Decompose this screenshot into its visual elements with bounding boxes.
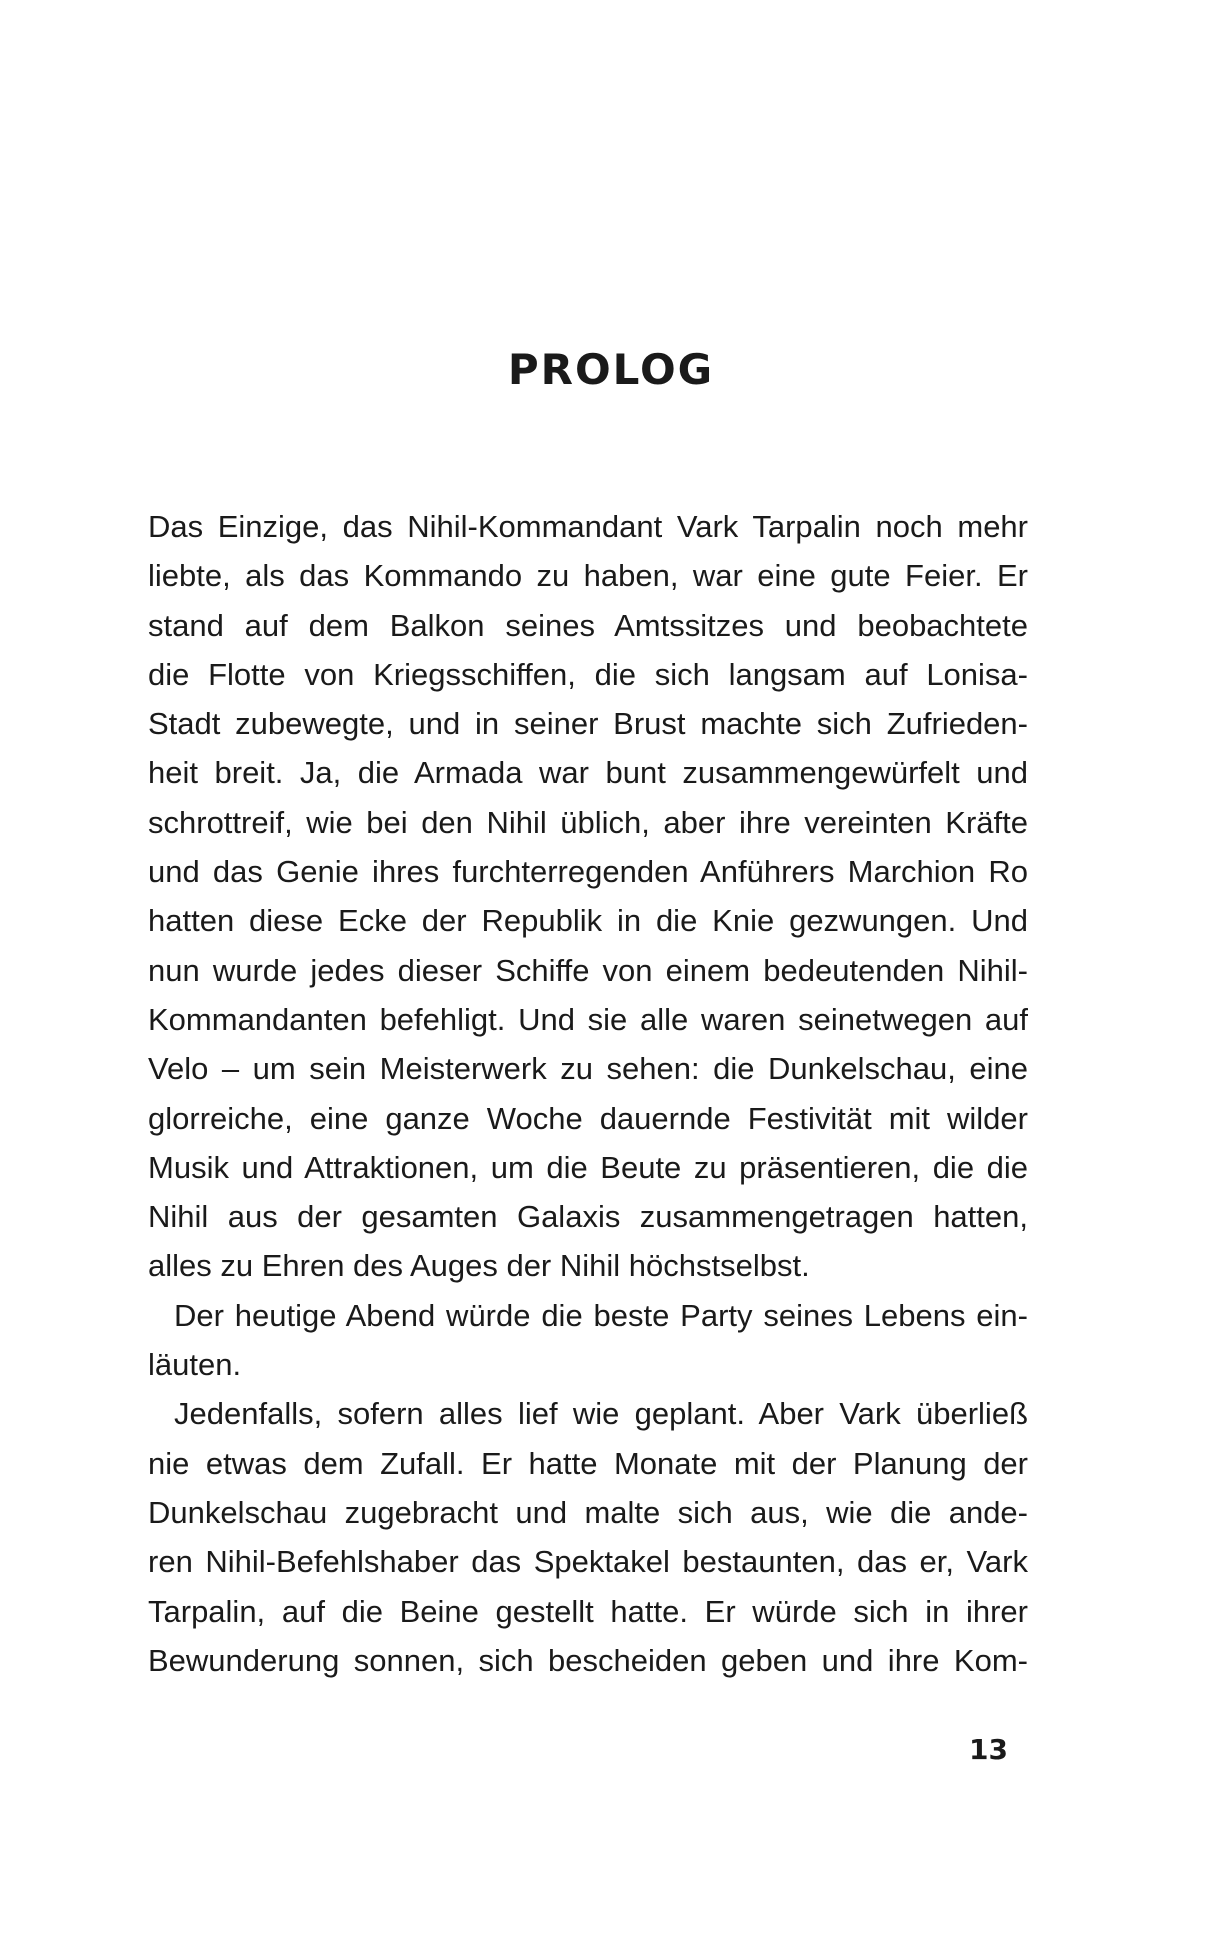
text-line: Velo – um sein Meisterwerk zu sehen: die Dunkelschau, eine [148, 1051, 1028, 1087]
text-line: schrottreif, wie bei den Nihil üblich, aber ihre vereinten Kräfte [148, 804, 1028, 840]
paragraph-end-line: alles zu Ehren des Auges der Nihil höchstselbst. [148, 1248, 810, 1284]
text-line: die Flotte von Kriegsschiffen, die sich langsam auf Lonisa- [148, 656, 1028, 692]
paragraph-end-line: läuten. [148, 1347, 242, 1383]
text-line: Stadt zubewegte, und in seiner Brust machte sich Zufrieden- [148, 706, 1028, 742]
text-line: Bewunderung sonnen, sich bescheiden geben und ihre Kom- [148, 1642, 1028, 1678]
text-line: Dunkelschau zugebracht und malte sich aus, wie die ande- [148, 1494, 1028, 1530]
text-line: glorreiche, eine ganze Woche dauernde Festivität mit wilder [148, 1100, 1028, 1136]
text-line: stand auf dem Balkon seines Amtssitzes und beobachtete [148, 607, 1028, 643]
text-line: nie etwas dem Zufall. Er hatte Monate mit der Planung der [148, 1445, 1028, 1481]
paragraph-start-line: Der heutige Abend würde die beste Party seines Lebens ein- [174, 1297, 1028, 1333]
text-line: hatten diese Ecke der Republik in die Knie gezwungen. Und [148, 903, 1028, 939]
page-number: 13 [969, 1733, 1008, 1766]
text-line: heit breit. Ja, die Armada war bunt zusammengewürfelt und [148, 755, 1028, 791]
text-line: liebte, als das Kommando zu haben, war eine gute Feier. Er [148, 558, 1028, 594]
paragraph-start-line: Jedenfalls, sofern alles lief wie geplant. Aber Vark überließ [174, 1396, 1028, 1432]
text-line: Nihil aus der gesamten Galaxis zusammengetragen hatten, [148, 1199, 1028, 1235]
text-line: und das Genie ihres furchterregenden Anführers Marchion Ro [148, 854, 1028, 890]
text-line: Kommandanten befehligt. Und sie alle waren seinetwegen auf [148, 1001, 1028, 1037]
text-line: Musik und Attraktionen, um die Beute zu präsentieren, die die [148, 1149, 1028, 1185]
text-line: Tarpalin, auf die Beine gestellt hatte. Er würde sich in ihrer [148, 1593, 1028, 1629]
text-line: Das Einzige, das Nihil-Kommandant Vark Tarpalin noch mehr [148, 509, 1028, 544]
text-line: nun wurde jedes dieser Schiffe von einem bedeutenden Nihil- [148, 952, 1028, 988]
text-line: ren Nihil-Befehlshaber das Spektakel bestaunten, das er, Vark [148, 1544, 1028, 1580]
chapter-title: PROLOG [507, 345, 715, 394]
prologue-text [148, 502, 1028, 1685]
